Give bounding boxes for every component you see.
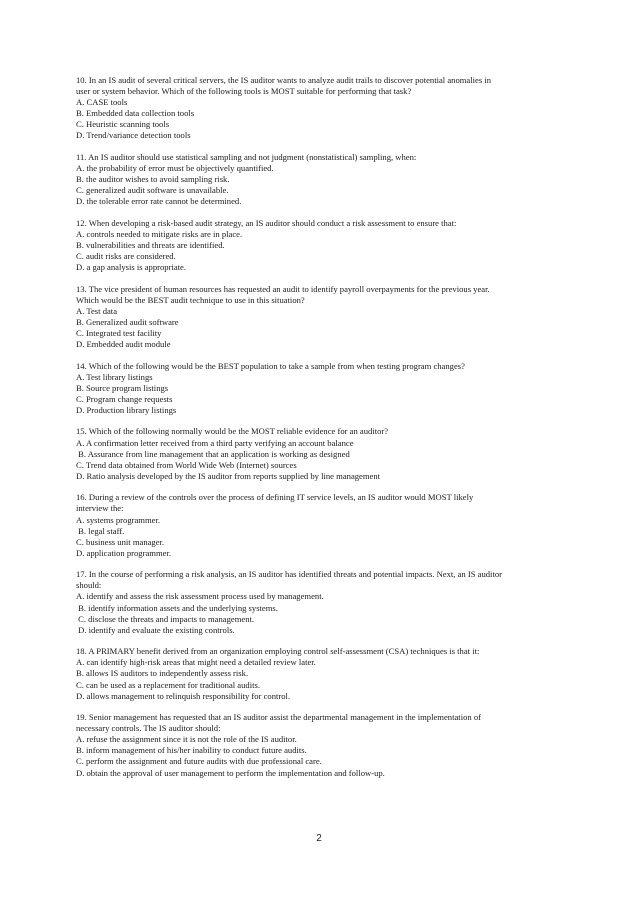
question-line: C. business unit manager.: [76, 536, 165, 547]
question-line: B. legal staff.: [76, 525, 125, 536]
question-line: A. controls needed to mitigate risks are in place.: [76, 228, 243, 239]
question-stem: 18. A PRIMARY benefit derived from an organization employing control self-assessment (CSA) techniques is that it:: [76, 646, 480, 657]
question-line: B. the auditor wishes to avoid sampling risk.: [76, 174, 230, 185]
question-18: [76, 646, 556, 701]
question-line: B. allows IS auditors to independently assess risk.: [76, 668, 249, 679]
page-number: 2: [316, 833, 322, 844]
question-17: [76, 569, 556, 636]
question-line: D. Embedded audit module: [76, 339, 171, 350]
question-12: [76, 218, 556, 273]
question-line: A. can identify high-risk areas that might need a detailed review later.: [76, 657, 316, 668]
question-line: A. A confirmation letter received from a third party verifying an account balance: [76, 437, 354, 448]
question-10: [76, 75, 556, 142]
question-stem: 16. During a review of the controls over the process of defining IT service levels, an IS auditor would MOST likely: [76, 492, 474, 503]
question-stem: 17. In the course of performing a risk analysis, an IS auditor has identified threats and potential impacts. Next, an IS auditor: [76, 569, 502, 580]
question-line: B. Generalized audit software: [76, 316, 179, 327]
question-line: interview the:: [76, 503, 124, 514]
question-14: [76, 361, 556, 416]
question-line: B. Embedded data collection tools: [76, 108, 195, 119]
question-line: C. Heuristic scanning tools: [76, 119, 170, 130]
question-13: [76, 284, 556, 351]
question-stem: 15. Which of the following normally would be the MOST reliable evidence for an auditor?: [76, 426, 389, 437]
question-line: B. inform management of his/her inability to conduct future audits.: [76, 745, 307, 756]
question-line: D. Trend/variance detection tools: [76, 130, 191, 141]
question-stem: 13. The vice president of human resources has requested an audit to identify payroll overpayments for the previous year.: [76, 283, 490, 294]
question-stem: 11. An IS auditor should use statistical sampling and not judgment (nonstatistical) sampling, when:: [76, 151, 417, 162]
question-line: C. disclose the threats and impacts to management.: [76, 613, 255, 624]
question-16: [76, 492, 556, 559]
question-stem: 10. In an IS audit of several critical servers, the IS auditor wants to analyze audit trails to discover potential anomalies in: [76, 75, 492, 85]
question-line: C. generalized audit software is unavailable.: [76, 185, 229, 196]
question-line: B. vulnerabilities and threats are identified.: [76, 240, 225, 250]
question-line: user or system behavior. Which of the following tools is MOST suitable for performing that task?: [76, 86, 412, 97]
question-line: D. Ratio analysis developed by the IS auditor from reports supplied by line management: [76, 470, 381, 481]
question-line: D. allows management to relinquish responsibility for control.: [76, 690, 291, 701]
question-line: B. Source program listings: [76, 382, 169, 393]
question-line: D. a gap analysis is appropriate.: [76, 262, 187, 273]
question-line: Which would be the BEST audit technique to use in this situation?: [76, 294, 305, 305]
question-line: C. audit risks are considered.: [76, 251, 176, 262]
question-stem: 12. When developing a risk-based audit strategy, an IS auditor should conduct a risk assessment to ensure that:: [76, 217, 457, 228]
question-line: C. Program change requests: [76, 393, 173, 404]
questions-body: [76, 75, 556, 789]
question-line: A. the probability of error must be objectively quantified.: [76, 163, 274, 174]
question-line: necessary controls. The IS auditor should:: [76, 723, 221, 734]
question-line: D. Production library listings: [76, 405, 177, 415]
question-line: should:: [76, 580, 102, 591]
question-15: [76, 426, 556, 481]
question-11: [76, 152, 556, 207]
question-line: C. can be used as a replacement for traditional audits.: [76, 679, 260, 690]
question-stem: 14. Which of the following would be the BEST population to take a sample from when testing program changes?: [76, 360, 465, 371]
question-stem: 19. Senior management has requested that an IS auditor assist the departmental management in the implementation of: [76, 712, 481, 723]
question-line: A. identify and assess the risk assessment process used by management.: [76, 591, 324, 602]
question-line: B. Assurance from line management that an application is working as designed: [76, 448, 350, 459]
question-line: D. identify and evaluate the existing controls.: [76, 624, 235, 635]
question-line: A. Test data: [76, 305, 118, 316]
question-line: C. Integrated test facility: [76, 328, 162, 339]
question-line: A. CASE tools: [76, 97, 128, 108]
question-line: A. refuse the assignment since it is not the role of the IS auditor.: [76, 734, 297, 745]
question-line: A. Test library listings: [76, 371, 153, 382]
question-line: D. application programmer.: [76, 547, 171, 558]
question-line: A. systems programmer.: [76, 514, 161, 525]
question-line: D. the tolerable error rate cannot be determined.: [76, 196, 242, 207]
question-line: D. obtain the approval of user management to perform the implementation and follow-up.: [76, 767, 385, 778]
question-line: B. identify information assets and the underlying systems.: [76, 602, 278, 613]
question-line: C. perform the assignment and future audits with due professional care.: [76, 756, 322, 767]
question-19: [76, 712, 556, 779]
question-line: C. Trend data obtained from World Wide Web (Internet) sources: [76, 459, 297, 470]
